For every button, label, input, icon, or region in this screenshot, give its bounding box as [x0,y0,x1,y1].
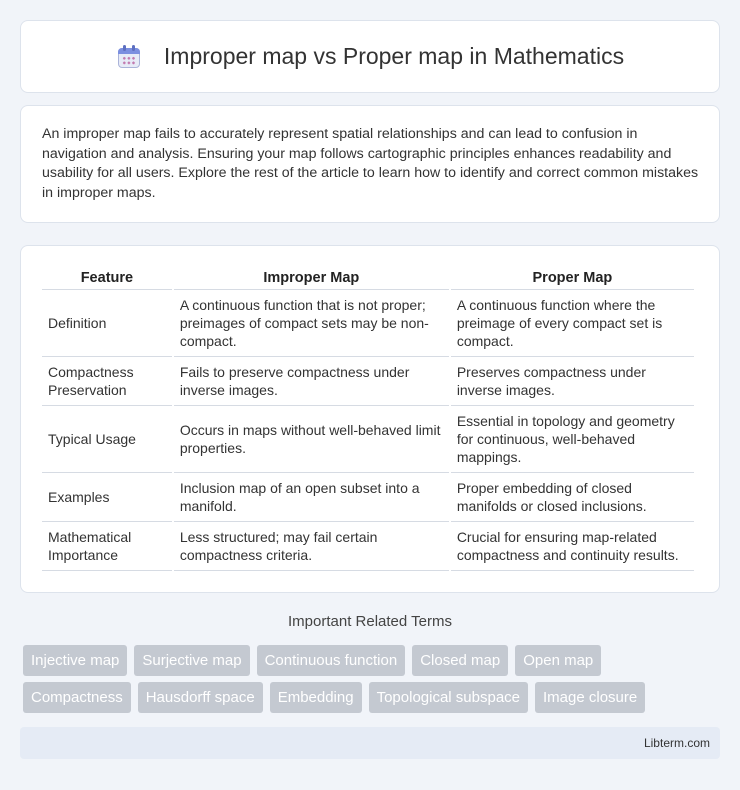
cell-improper: Inclusion map of an open subset into a manifold. [174,473,449,522]
table-row [42,522,694,571]
tag-surjective-map[interactable]: Surjective map [134,645,249,676]
table-row [42,290,694,357]
cell-improper: A continuous function that is not proper; preimages of compact sets may be non-compact. [174,290,449,357]
cell-feature: Compactness Preservation [42,357,172,406]
page-title: Improper map vs Proper map in Mathematics [163,43,625,69]
tag-embedding[interactable]: Embedding [270,682,362,713]
tag-image-closure[interactable]: Image closure [535,682,645,713]
cell-proper: Essential in topology and geometry for continuous, well-behaved mappings. [451,406,694,473]
tag-closed-map[interactable]: Closed map [412,645,508,676]
table-header-row [42,266,694,290]
calendar-icon [116,44,142,70]
cell-feature: Typical Usage [42,406,172,473]
header-inner [116,43,624,70]
footer-site-link[interactable]: Libterm.com [643,736,710,750]
table-row [42,357,694,406]
cell-proper: Crucial for ensuring map-related compactness and continuity results. [451,522,694,571]
cell-improper: Occurs in maps without well-behaved limit properties. [174,406,449,473]
cell-feature: Definition [42,290,172,357]
tag-continuous-function[interactable]: Continuous function [257,645,406,676]
cell-proper: Preserves compactness under inverse images. [451,357,694,406]
tag-injective-map[interactable]: Injective map [23,645,127,676]
header-feature: Feature [42,266,172,290]
footer [20,727,720,759]
related-terms-title: Important Related Terms [288,613,452,630]
cell-feature: Mathematical Importance [42,522,172,571]
cell-proper: Proper embedding of closed manifolds or closed inclusions. [451,473,694,522]
header-card [20,20,720,93]
comparison-card [20,245,720,593]
comparison-table [40,266,696,571]
cell-improper: Fails to preserve compactness under inverse images. [174,357,449,406]
cell-proper: A continuous function where the preimage of every compact set is compact. [451,290,694,357]
intro-card [20,105,720,223]
cell-improper: Less structured; may fail certain compactness criteria. [174,522,449,571]
intro-text: An improper map fails to accurately represent spatial relationships and can lead to confusion in navigation and analysis. Ensuring your map follows cartographic principles enhances readability and usability for all users. Explore the rest of the article to learn how to identify and correct common mistakes in improper maps. [42,126,699,201]
tag-row [23,645,723,676]
cell-feature: Examples [42,473,172,522]
tag-open-map[interactable]: Open map [515,645,601,676]
table-row [42,473,694,522]
header-improper-map: Improper Map [174,266,449,290]
tag-row [23,682,723,713]
table-row [42,406,694,473]
related-terms-tags [23,645,723,719]
tag-topological-subspace[interactable]: Topological subspace [369,682,528,713]
tag-compactness[interactable]: Compactness [23,682,131,713]
tag-hausdorff-space[interactable]: Hausdorff space [138,682,263,713]
header-proper-map: Proper Map [451,266,694,290]
